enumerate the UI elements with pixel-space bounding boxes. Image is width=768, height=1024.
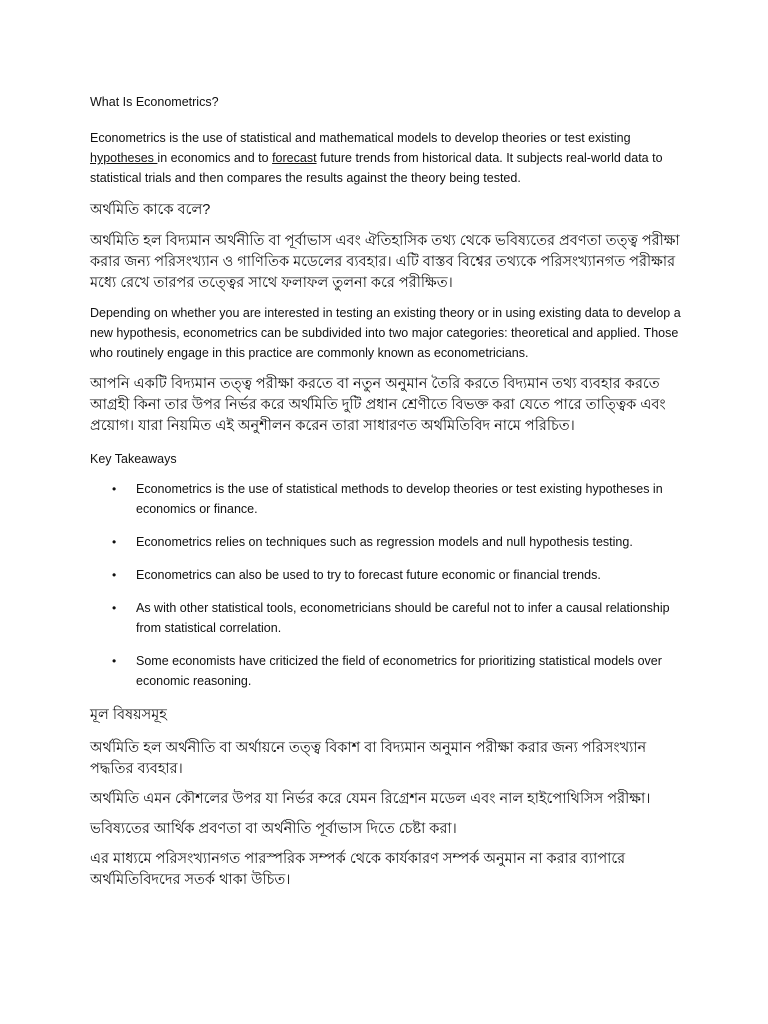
bullet-icon: • [112, 601, 117, 615]
list-item [90, 651, 690, 691]
bullet-icon: • [112, 482, 117, 496]
bullet-icon: • [112, 535, 117, 549]
bengali-point-3: ভবিষ্যতের আর্থিক প্রবণতা বা অর্থনীতি পূর্বাভাস দিতে চেষ্টা করা। [90, 821, 457, 837]
forecast-link[interactable]: forecast [272, 151, 317, 165]
list-item [90, 598, 690, 638]
bengali-paragraph-1: অর্থমিতি হল বিদ্যমান অর্থনীতি বা পূর্বাভাস এবং ঐতিহাসিক তথ্য থেকে ভবিষ্যতের প্রবণতা তত্ত্ব পরীক্ষা করার জন্য পরিসংখ্যান ও গাণিতিক মডেলের ব্যবহার। এটি বাস্তব বিশ্বের তথ্যকে পরিসংখ্যানগত পরীক্ষার মধ্যে রেখে তারপর তত্ত্বের সাথে ফলাফল তুলনা করে পরীক্ষিত। [90, 233, 680, 291]
bullet-icon: • [112, 654, 117, 668]
list-item-text: Econometrics relies on techniques such as regression models and null hypothesis testing. [136, 535, 633, 549]
list-item-text: Some economists have criticized the field of econometrics for prioritizing statistical models over economic reasoning. [136, 654, 662, 688]
hypotheses-link[interactable]: hypotheses [90, 151, 158, 165]
bengali-point-2: অর্থমিতি এমন কৌশলের উপর যা নির্ভর করে যেমন রিগ্রেশন মডেল এবং নাল হাইপোথিসিস পরীক্ষা। [90, 791, 651, 807]
bengali-paragraph-2: আপনি একটি বিদ্যমান তত্ত্ব পরীক্ষা করতে বা নতুন অনুমান তৈরি করতে বিদ্যমান তথ্য ব্যবহার করতে আগ্রহী কিনা তার উপর নির্ভর করে অর্থমিতি দুটি প্রধান শ্রেণীতে বিভক্ত করা যেতে পারে তাত্ত্বিক এবং প্রয়োগ। যারা নিয়মিত এই অনুশীলন করেন তারা সাধারণত অর্থমিতিবিদ নামে পরিচিত। [90, 376, 666, 434]
document-page [90, 92, 690, 900]
intro-paragraph [90, 128, 690, 188]
key-takeaways-list [90, 479, 690, 691]
intro-text-3: future trends from historical data. It subjects real-world data to statistical trials and then compares the results against the theory being tested. [90, 151, 663, 185]
intro-text-2: in economics and to [157, 151, 273, 165]
bengali-point-1: অর্থমিতি হল অর্থনীতি বা অর্থায়নে তত্ত্ব বিকাশ বা বিদ্যমান অনুমান পরীক্ষা করার জন্য পরিসংখ্যান পদ্ধতির ব্যবহার। [90, 740, 647, 777]
key-takeaways-label: Key Takeaways [90, 452, 177, 466]
list-item [90, 565, 690, 585]
bengali-point-4: এর মাধ্যমে পরিসংখ্যানগত পারস্পরিক সম্পর্ক থেকে কার্যকারণ সম্পর্ক অনুমান না করার ব্যাপারে অর্থমিতিবিদদের সতর্ক থাকা উচিত। [90, 851, 626, 888]
list-item-text: As with other statistical tools, econometricians should be careful not to infer a causal relationship from statistical correlation. [136, 601, 670, 635]
bengali-heading: অর্থমিতি কাকে বলে? [90, 202, 211, 218]
categories-paragraph: Depending on whether you are interested in testing an existing theory or in using existing data to develop a new hypothesis, econometrics can be subdivided into two major categories: theoretical and applied. Those who routinely engage in this practice are commonly known as econometricians. [90, 306, 681, 360]
bengali-section-heading: মূল বিষয়সমূহ [90, 707, 167, 723]
list-item [90, 479, 690, 519]
bullet-icon: • [112, 568, 117, 582]
intro-text-1: Econometrics is the use of statistical and mathematical models to develop theories or test existing [90, 131, 631, 145]
list-item [90, 532, 690, 552]
list-item-text: Econometrics can also be used to try to forecast future economic or financial trends. [136, 568, 601, 582]
list-item-text: Econometrics is the use of statistical methods to develop theories or test existing hypotheses in economics or finance. [136, 482, 663, 516]
page-title: What Is Econometrics? [90, 95, 219, 109]
